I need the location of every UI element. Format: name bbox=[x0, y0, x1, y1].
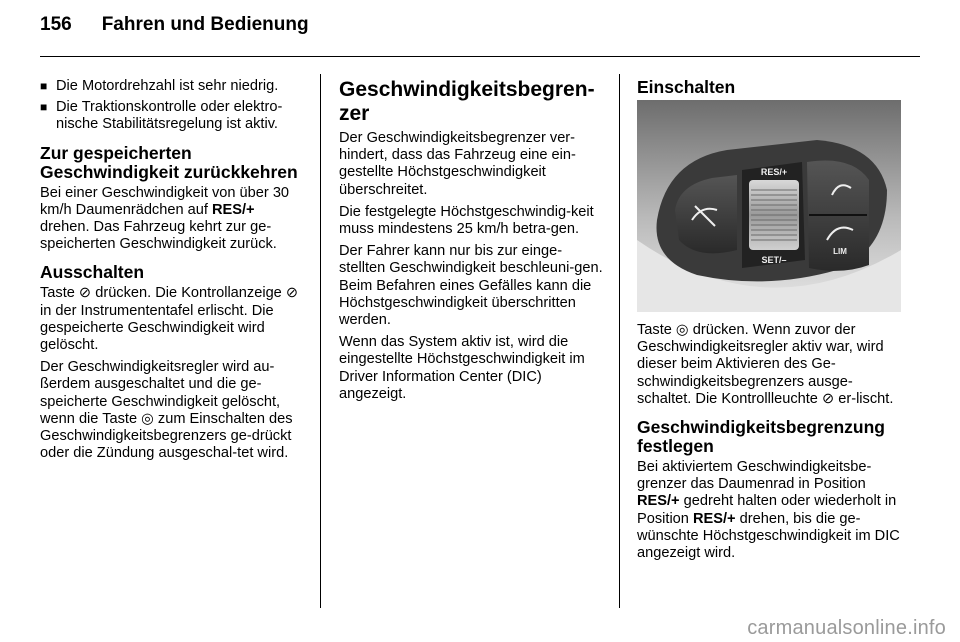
list-item bbox=[40, 99, 306, 133]
watermark-brand: carmanualsonline.info bbox=[747, 617, 946, 639]
header-divider bbox=[40, 56, 920, 57]
on-paragraph: Taste ◎ drücken. Wenn zuvor der Geschwindigkeitsregler aktiv war, wird dieser beim Aktivieren des Ge-schwindigkeitsbegrenzers ausge-schaltet. Die Kontrollleuchte ⊘ er-lischt. bbox=[637, 322, 894, 407]
column-middle bbox=[339, 78, 605, 408]
column-divider bbox=[320, 74, 321, 608]
off-paragraph-2: Der Geschwindigkeitsregler wird au-ßerdem ausgeschaltet und die ge-speicherte Geschwindigkeit gelöscht, wenn die Taste ◎ zum Einschalten des Geschwindigkeitsbegrenzers ge-drückt oder die Zündung ausgeschal-tet wird. bbox=[40, 359, 293, 462]
off-paragraph-1: Taste ⊘ drücken. Die Kontrollanzeige ⊘ in der Instrumententafel erlischt. Die gespeicherte Geschwindigkeit wird gelöscht. bbox=[40, 285, 299, 354]
steering-wheel-controls-photo bbox=[637, 100, 901, 312]
list-item bbox=[40, 78, 306, 95]
bullet-icon: ■ bbox=[40, 100, 48, 115]
set-paragraph: Bei aktiviertem Geschwindigkeitsbe-grenzer das Daumenrad in Position RES/+ gedreht halten oder wiederholt in Position RES/+ drehen, bis die ge-wünschte Höchstgeschwindigkeit im DIC angezeigt wird. bbox=[637, 459, 900, 562]
column-left bbox=[40, 78, 306, 467]
limiter-paragraph-1: Der Geschwindigkeitsbegrenzer ver-hindert, dass das Fahrzeug eine ein-gestellte Höchstgeschwindigkeit überschreitet. bbox=[339, 130, 576, 198]
page-header bbox=[40, 14, 309, 54]
column-divider bbox=[619, 74, 620, 608]
column-right bbox=[637, 78, 903, 567]
limiter-paragraph-4: Wenn das System aktiv ist, wird die eingestellte Höchstgeschwindigkeit im Driver Information Center (DIC) angezeigt. bbox=[339, 334, 585, 402]
list-item-text: Die Traktionskontrolle oder elektro-nische Stabilitätsregelung ist aktiv. bbox=[56, 99, 283, 133]
section-heading-off: Ausschalten bbox=[40, 262, 145, 283]
section-heading-on: Einschalten bbox=[637, 77, 736, 97]
section-title-speed-limiter: Geschwindigkeitsbegren-zer bbox=[339, 78, 595, 125]
page-number: 156 bbox=[40, 14, 72, 35]
bullet-icon: ■ bbox=[40, 79, 48, 93]
resume-paragraph: Bei einer Geschwindigkeit von über 30 km/h Daumenrädchen auf RES/+ drehen. Das Fahrzeug kehrt zur ge-speicherten Geschwindigkeit zurück. bbox=[40, 184, 290, 253]
limiter-paragraph-2: Die festgelegte Höchstgeschwindig-keit muss mindestens 25 km/h betra-gen. bbox=[339, 203, 594, 238]
res-label: RES/+ bbox=[760, 167, 788, 177]
chapter-title: Fahren und Bedienung bbox=[101, 14, 309, 35]
section-heading-resume: Zur gespeicherten Geschwindigkeit zurückkehren bbox=[40, 142, 298, 182]
limiter-paragraph-3: Der Fahrer kann nur bis zur einge-stellten Geschwindigkeit beschleuni-gen. Beim Befahren eines Gefälles kann die Höchstgeschwindigkeit überschritten werden. bbox=[339, 243, 603, 329]
lim-label: LIM bbox=[833, 247, 847, 256]
section-heading-set-limit: Geschwindigkeitsbegrenzung festlegen bbox=[637, 417, 885, 457]
set-label: SET/– bbox=[761, 255, 787, 265]
list-item-text: Die Motordrehzahl ist sehr niedrig. bbox=[56, 78, 279, 94]
